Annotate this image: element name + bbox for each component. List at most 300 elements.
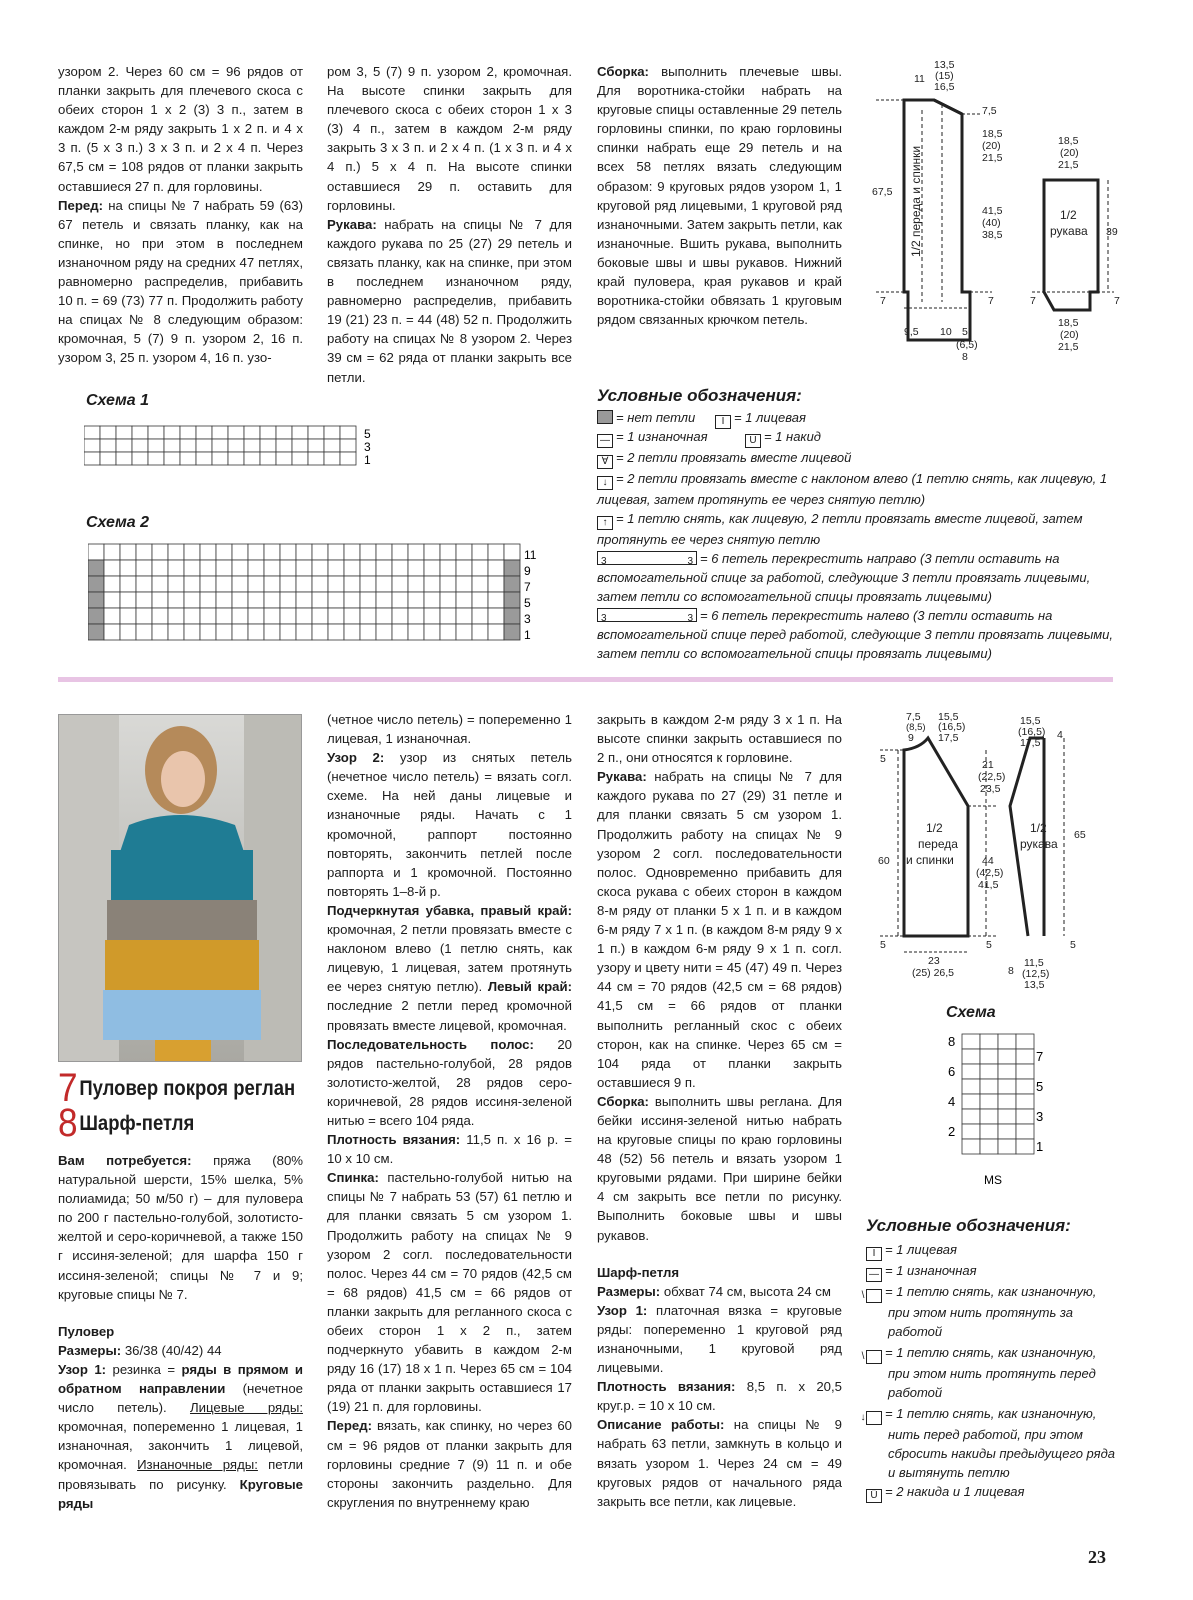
chart-cell [184,560,200,576]
chart-cell [376,592,392,608]
chart-cell [280,576,296,592]
chart-cell [132,439,148,452]
chart-cell [216,608,232,624]
chart-cell [260,439,276,452]
chart-cell [88,624,104,640]
chart-cell [1016,1094,1034,1109]
chart-cell [488,544,504,560]
chart-cell [276,439,292,452]
chart-cell [424,560,440,576]
chart-cell [408,576,424,592]
chart-cell [962,1094,980,1109]
chart-cell [376,624,392,640]
chart-cell [120,576,136,592]
bottom-col-2: (четное число петель) = попеременно 1 лицевая, 1 изнаночная. Узор 2: узор из снятых петель (нечетное число петель) = вязать согл. схеме. На ней даны лицевые и изнаночные ряды. Начать с 1 кромочной, раппорт постоянно повторять, закончить петлей после раппорта и 1 кромочной. Постоянно повторять 1–8-й р. Подчеркнутая убавка, правый край: кромочная, 2 петли провязать вместе с наклоном влево (1 петлю снять, как лицевую, 1 лицевая, затем протянуть ее через снятую петлю). Левый край: последние 2 петли перед кромочной провязать вместе лицевой, кромочная. Последовательность полос: 20 рядов пастельно-голубой, 28 рядов золотисто-желтой, 28 рядов серо-коричневой, 28 рядов иссиня-зеленой нитью = всего 104 ряда. Плотность вязания: 11,5 п. х 16 р. = 10 х 10 см. Спинка: пастельно-голубой нитью на спицы № 7 набрать 53 (57) 61 петлю и для планки связать 5 см узором 1. Продолжить работу на спицах № 9 узором 2 согл. последовательности полос. Через 44 см = 70 рядов (42,5 см = 68 рядов) 41,5 см = 66 рядов от планки закрыть для регланного скоса с обеих сторон 1 х 2 п., затем подчеркнуто убавить в каждом 2-м ряду 16 (17) 18 х 1 п. Через 65 см = 104 ряда от планки закрыть оставшиеся 17 (19) 21 п. для горловины. Перед: вязать, как спинку, но через 60 см = 96 рядов от планки закрыть для горловины средние 7 (9) 11 п. и обе стороны закончить раздельно. Для скругления по внутреннему краю [327,712,572,1510]
chart-cell [962,1049,980,1064]
chart-cell [440,592,456,608]
chart-cell [392,624,408,640]
chart-cell [392,544,408,560]
chart-cell [456,560,472,576]
s-185b: 18,5 [1058,317,1079,329]
chart-cell [292,439,308,452]
chart-cell [962,1139,980,1154]
sleeve-outline [1044,180,1098,310]
chart-cell [120,544,136,560]
chart-cell [232,544,248,560]
chart-cell [248,624,264,640]
chart-cell [308,452,324,465]
chart-cell [264,608,280,624]
top-col3-p1: Сборка: выполнить плечевые швы. Для воротника-стойки набрать на круговые спицы оставленные 29 петель горловины спинки, по краю горловины спинки набрать еще 29 петель и на всех 58 петлях вязать следующим образом: 9 круговых рядов узором 1, 1 круговой ряд лицевыми, 1 круговой ряд изнаночными. Затем закрыть петли, как изнаночные. Вшить рукава, выполнить боковые швы и швы рукавов. Нижний край пуловера, края рукавов и край воротника-стойки обвязать 1 круговым рядом связанных крючком петель. [597,64,842,328]
chart-cell [472,592,488,608]
bottom-scheme-title: Схема [946,1004,996,1021]
chart-cell [312,560,328,576]
dim-top1: 13,5 [934,59,955,71]
svg-text:17,5: 17,5 [938,732,959,744]
chart-cell [296,624,312,640]
dim-8: 8 [962,351,968,363]
bottom-col-1: Вам потребуется: пряжа (80% натуральной шерсти, 15% шелка, 5% полиамида; 50 м/50 г) – для пуловера по 200 г пастельно-голубой, золотисто-желтой и серо-коричневой, а также 150 г иссиня-зеленой; для шарфа 150 г иссиня-зеленой; спицы № 7 и 9; круговые спицы № 7. Пуловер Размеры: 36/38 (40/42) 44 Узор 1: резинка = ряды в прямом и обратном направлении (нечетное число петель). Лицевые ряды: кромочная, попеременно 1 лицевая, 1 изнаночная, закончить 1 лицевой, кромочная. Изнаночные ряды: петли провязывать по рисунку. Круговые ряды [58,1153,304,1511]
chart-cell [216,576,232,592]
chart-cell [360,592,376,608]
row-label: 4 [948,1094,956,1109]
scheme-2-title: Схема 2 [86,514,150,531]
svg-text:5: 5 [880,753,886,765]
chart-cell [196,452,212,465]
chart-cell [264,560,280,576]
chart-cell [328,544,344,560]
chart-cell [424,592,440,608]
chart-cell [200,592,216,608]
chart-cell [88,576,104,592]
svg-text:4: 4 [1057,729,1063,741]
chart-cell [168,624,184,640]
row-label: 2 [948,1124,956,1139]
no-stitch-icon [597,410,613,424]
svg-text:41,5: 41,5 [978,879,999,891]
chart-cell [116,452,132,465]
chart-cell [962,1109,980,1124]
chart-cell [136,608,152,624]
chart-cell [152,576,168,592]
chart-cell [1016,1064,1034,1079]
chart-cell [962,1034,980,1049]
chart-cell [328,560,344,576]
chart-cell [472,608,488,624]
chart-cell [200,576,216,592]
chart-cell [116,439,132,452]
svg-text:15,5: 15,5 [1020,715,1041,727]
chart-cell [456,624,472,640]
knit-icon: I [715,415,731,429]
chart-cell [344,624,360,640]
legend-ssk: ↓ = 2 петли провязать вместе с наклоном влево (1 петлю снять, как лицевую, 1 лицевая, затем протянуть ее через снятую петлю) [597,471,1108,507]
chart-cell [376,560,392,576]
chart-cell [360,560,376,576]
svg-text:15,5: 15,5 [938,711,959,723]
chart-cell [504,560,520,576]
chart-cell [264,624,280,640]
chart-cell [196,439,212,452]
svg-text:1/2: 1/2 [926,821,943,835]
chart-cell [116,426,132,439]
chart-cell [136,576,152,592]
svg-text:7,5: 7,5 [906,711,921,723]
chart-cell [392,560,408,576]
chart-cell [184,544,200,560]
chart-cell [100,452,116,465]
chart-cell [276,452,292,465]
chart-cell [296,576,312,592]
dim-20: (20) [982,140,1001,152]
chart-cell [244,426,260,439]
s-label1: 1/2 [1060,208,1077,222]
chart-cell [244,439,260,452]
row-label: 3 [524,612,531,626]
chart-cell [184,592,200,608]
chart-cell [212,452,228,465]
double-yo-icon: Ü [866,1489,882,1503]
chart-cell [296,592,312,608]
chart-cell [232,576,248,592]
chart-cell [164,452,180,465]
chart-cell [308,426,324,439]
chart-cell [344,560,360,576]
article-title: 7Пуловер покроя реглан 8Шарф-петля [58,1066,296,1145]
chart-cell [488,624,504,640]
s-7a: 7 [1030,295,1036,307]
svg-text:21: 21 [982,759,994,771]
chart-cell [88,544,104,560]
chart-cell [280,592,296,608]
top-schematic-diagram [862,52,1132,372]
svg-text:17,5: 17,5 [1020,737,1041,749]
chart-cell [216,624,232,640]
dim-5: 5 [962,326,968,338]
chart-cell [120,608,136,624]
chart-cell [456,544,472,560]
chart-cell [104,592,120,608]
chart-cell [168,592,184,608]
row-label: 1 [364,453,371,467]
chart-cell [120,560,136,576]
chart-cell [184,624,200,640]
chart-cell [440,544,456,560]
chart-cell [120,592,136,608]
chart-cell [360,608,376,624]
purl-icon: — [866,1268,882,1282]
model-photo [58,714,302,1062]
chart-cell [296,608,312,624]
s-7b: 7 [1114,295,1120,307]
chart-cell [136,560,152,576]
chart-cell [998,1064,1016,1079]
chart-cell [136,624,152,640]
dim-40: (40) [982,217,1001,229]
chart-cell [148,426,164,439]
chart-cell [324,426,340,439]
chart-cell [392,592,408,608]
chart-cell [360,544,376,560]
top-col2-p1: ром 3, 5 (7) 9 п. узором 2, кромочная. На высоте спинки закрыть для плечевого скоса с обеих сторон 1 х 3 (3) 4 п., затем в каждом 2-м ряду закрыть 3 х 3 п. и 2 х 4 п. (1 х 3 п. и 4 х 4 п.) 5 х 4 п. На высоте спинки оставшиеся 29 п. оставить для горловины. [327,64,572,213]
chart-cell [980,1049,998,1064]
chart-cell [408,560,424,576]
svg-text:23,5: 23,5 [980,783,1001,795]
dim-top3: 16,5 [934,81,955,93]
chart-cell [200,624,216,640]
chart-cell [296,544,312,560]
k2tog-icon: ∀ [597,455,613,469]
dim-675: 67,5 [872,186,893,198]
chart-cell [962,1124,980,1139]
slip-wyif-icon: \ [866,1350,882,1364]
dim-75: 7,5 [982,105,997,117]
chart-cell [228,452,244,465]
chart-cell [248,608,264,624]
chart-cell [980,1079,998,1094]
scheme-2-chart [88,542,548,646]
chart-cell [280,608,296,624]
svg-text:(16,5): (16,5) [938,721,966,733]
top-legend [597,408,1117,663]
top-col1-p1: узором 2. Через 60 см = 96 рядов от планки закрыть для плечевого скоса с обеих сторон 1 х 2 (3) 3 п., затем в каждом 2-м ряду закрыть 1 х 2 п. и 4 х 3 п. (5 х 3 п.) 3 х 3 п. и 2 х 4 п. Через 67,5 см = 108 рядов от планки закрыть оставшиеся 27 п. для горловины. [58,64,303,194]
chart-cell [104,624,120,640]
bottom-legend-title: Условные обозначения: [866,1216,1071,1235]
chart-cell [998,1034,1016,1049]
chart-cell [228,439,244,452]
chart-cell [998,1094,1016,1109]
front-label: 1/2 переда и спинки [909,145,923,257]
chart-cell [84,452,100,465]
chart-cell [504,608,520,624]
chart-cell [312,608,328,624]
chart-cell [216,560,232,576]
purl-icon: — [597,434,613,448]
chart-cell [152,592,168,608]
row-label: 7 [1036,1049,1044,1064]
chart-cell [168,576,184,592]
s-20a: (20) [1060,147,1079,159]
chart-cell [424,608,440,624]
chart-cell [440,608,456,624]
ssk-icon: ↓ [597,476,613,490]
dim-185: 18,5 [982,128,1003,140]
chart-cell [216,592,232,608]
chart-cell [504,544,520,560]
chart-cell [312,576,328,592]
chart-cell [100,439,116,452]
chart-cell [328,624,344,640]
chart-cell [488,560,504,576]
chart-cell [408,608,424,624]
chart-cell [104,544,120,560]
dim-385: 38,5 [982,229,1003,241]
chart-cell [504,592,520,608]
chart-cell [104,576,120,592]
svg-text:и спинки: и спинки [906,853,954,867]
chart-cell [962,1079,980,1094]
chart-cell [980,1139,998,1154]
chart-cell [1016,1124,1034,1139]
chart-cell [344,576,360,592]
row-label: 6 [948,1064,956,1079]
legend-cable-left: 3 3 = 6 петель перекрестить налево (3 петли оставить на вспомогательной спице перед работой, следующие 3 петли провязать лицевыми, затем петли со вспомогательной спицы провязать лицевыми) [597,608,1114,661]
chart-cell [280,560,296,576]
chart-cell [308,439,324,452]
chart-cell [164,426,180,439]
chart-cell [980,1124,998,1139]
chart-cell [504,624,520,640]
chart-cell [998,1124,1016,1139]
chart-cell [136,544,152,560]
chart-cell [328,608,344,624]
page-number: 23 [1088,1547,1106,1567]
chart-cell [88,608,104,624]
chart-cell [980,1109,998,1124]
legend-sk2p: ↑ = 1 петлю снять, как лицевую, 2 петли провязать вместе лицевой, затем протянуть ее через снятую петлю [597,511,1083,547]
svg-text:9: 9 [908,732,914,744]
chart-cell [148,439,164,452]
row-label: 5 [1036,1079,1044,1094]
chart-cell [324,439,340,452]
svg-text:(8,5): (8,5) [906,722,926,733]
chart-cell [344,608,360,624]
chart-cell [104,608,120,624]
s-label2: рукава [1050,224,1088,238]
row-label: 7 [524,580,531,594]
svg-text:11,5: 11,5 [1024,957,1044,969]
chart-cell [324,452,340,465]
svg-text:переда: переда [918,837,958,851]
bottom-schematic-diagram [868,706,1118,996]
top-legend-title: Условные обозначения: [597,386,802,405]
svg-text:23: 23 [928,955,940,967]
svg-text:5: 5 [1070,939,1076,951]
chart-cell [488,576,504,592]
chart-cell [440,576,456,592]
chart-cell [980,1064,998,1079]
chart-cell [84,426,100,439]
chart-cell [980,1094,998,1109]
row-label: 1 [524,628,531,642]
chart-cell [200,544,216,560]
chart-cell [488,592,504,608]
chart-cell [360,624,376,640]
bottom-scheme-chart [944,1028,1044,1190]
chart-cell [472,560,488,576]
chart-cell [184,576,200,592]
chart-cell [392,576,408,592]
top-col2-p2: Рукава: набрать на спицы № 7 для каждого рукава по 25 (27) 29 петель и связать планку, как на спинке, при этом в последнем изнаночном ряду, равномерно распределив, прибавить 19 (21) 23 п. = 44 (48) 52 п. Продолжить работу на спицах № 8 узором 2. Через 39 см = 62 ряда от планки закрыть все петли. [327,216,572,385]
dim-7a: 7 [880,295,886,307]
chart-cell [168,560,184,576]
chart-cell [488,608,504,624]
chart-cell [184,608,200,624]
chart-cell [292,426,308,439]
chart-cell [1016,1109,1034,1124]
row-label: 8 [948,1034,956,1049]
s-20b: (20) [1060,329,1079,341]
chart-cell [340,452,356,465]
yarn-over-icon: U [745,434,761,448]
row-label: 5 [524,596,531,610]
svg-text:5: 5 [986,939,992,951]
chart-cell [472,624,488,640]
chart-cell [180,426,196,439]
dim-10: 10 [940,326,952,338]
chart-cell [260,452,276,465]
chart-cell [100,426,116,439]
chart-cell [296,560,312,576]
chart-cell [328,592,344,608]
chart-cell [164,439,180,452]
chart-cell [212,439,228,452]
legend-k2tog: ∀ = 2 петли провязать вместе лицевой [597,448,1117,469]
row-label: 5 [364,427,371,441]
chart-cell [998,1139,1016,1154]
svg-text:44: 44 [982,855,994,867]
bottom-col-3: закрыть в каждом 2-м ряду 3 х 1 п. На высоте спинки закрыть оставшиеся по 2 п., они относятся к горловине. Рукава: набрать на спицы № 7 для каждого рукава по 27 (29) 31 петле и для планки связать 5 см узором 1. Продолжить работу на спицах № 9 узором 2 согл. последовательности полос. Одновременно прибавить для скоса рукава с обеих сторон в каждом 8-м ряду от планки 5 х 1 п. и в каждом 6-м ряду 7 х 1 п. (в каждом 8-м ряду 9 х 1 п.) в каждом 6-м ряду 9 х 1 п. согл. узору и цвету нити = 45 (47) 49 п. Через 44 см = 70 рядов (42,5 см = 68 рядов) 41,5 см = 66 рядов от планки выполнить регланный скос с обеих сторон, как на спинке. Через 65 см = 104 ряда от планки закрыть оставшиеся 9 п. Сборка: выполнить швы реглана. Для бейки иссиня-зеленой нитью набрать на круговые спицы по краю горловины 48 (52) 56 петель и вязать узором 1 круговыми рядами. При ширине бейки 4 см закрыть все петли по рисунку. Выполнить боковые швы и швы рукавов. Шарф-петля Размеры: обхват 74 см, высота 24 см Узор 1: платочная вязка = круговые ряды: попеременно 1 круговой ряд изнаночными, 1 круговой ряд лицевыми. Плотность вязания: 8,5 п. х 20,5 круг.р. = 10 х 10 см. Описание работы: на спицы № 9 набрать 63 петли, замкнуть в кольцо и вязать узором 1. Через 24 см = 49 круговых рядов от начального ряда закрыть все петли, как лицевые. [597,712,843,1509]
chart-cell [248,560,264,576]
chart-cell [312,624,328,640]
chart-cell [280,624,296,640]
chart-cell [196,426,212,439]
chart-cell [168,544,184,560]
top-col-3 [597,62,842,329]
chart-cell [264,576,280,592]
chart-cell [424,544,440,560]
chart-cell [212,426,228,439]
chart-cell [84,439,100,452]
bottom-legend: I = 1 лицевая — = 1 изнаночная \ = 1 петлю снять, как изнаночную, при этом нить протянуть за работой \ = 1 петлю снять, как изнаночную, при этом нить протянуть перед работой ↓ = 1 петлю снять, как изнаночную, нить перед работой, при этом сбросить накиды предыдущего ряда и вытянуть петлю Ü = 2 накида и 1 лицевая [860,1242,1115,1501]
svg-text:1/2: 1/2 [1030,821,1047,835]
chart-cell [152,560,168,576]
chart-cell [376,608,392,624]
chart-cell [228,426,244,439]
row-label: 9 [524,564,531,578]
chart-cell [148,452,164,465]
top-col-2 [327,62,572,387]
chart-cell [152,608,168,624]
chart-cell [280,544,296,560]
s-39: 39 [1106,226,1118,238]
legend-purl: — = 1 изнаночная U = 1 накид [597,427,1117,448]
chart-cell [1016,1049,1034,1064]
top-col-1 [58,62,303,368]
chart-cell [340,439,356,452]
dim-95: 9,5 [904,326,919,338]
chart-cell [456,592,472,608]
chart-cell [132,452,148,465]
chart-cell [376,544,392,560]
row-label: 3 [1036,1109,1044,1124]
cable-right-icon: 3 3 [597,551,697,565]
dim-215: 21,5 [982,152,1003,164]
chart-cell [344,592,360,608]
dim-7b: 7 [988,295,994,307]
scheme-1-chart [84,422,384,478]
chart-cell [292,452,308,465]
svg-text:8: 8 [1008,965,1014,977]
chart-cell [232,608,248,624]
svg-text:(22,5): (22,5) [978,771,1006,783]
chart-cell [344,544,360,560]
svg-text:рукава: рукава [1020,837,1058,851]
chart-cell [312,544,328,560]
s-215b: 21,5 [1058,341,1079,353]
chart-cell [504,576,520,592]
chart-cell [232,592,248,608]
